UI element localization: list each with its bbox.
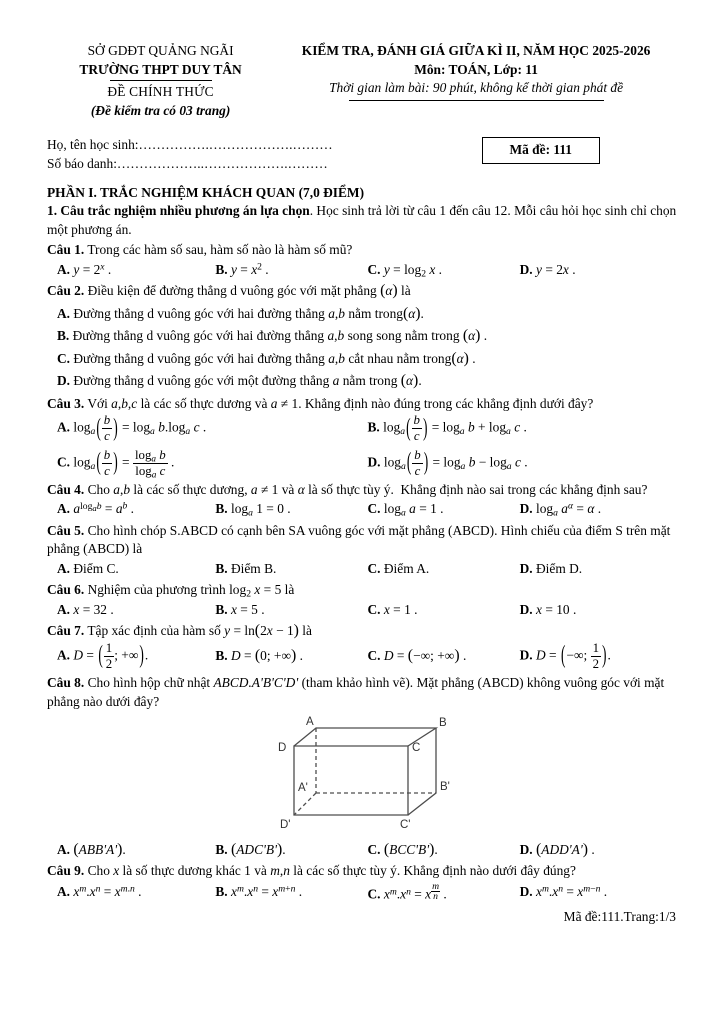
option-4-C: C. $\log_a a = 1$ . [367,501,444,519]
section-intro [47,202,678,239]
option-4-A: A. $a^{log_ab} = a^b$ . [57,500,135,517]
option-4-B: B. $\log_a 1 = 0$ . [215,501,291,519]
option-6-B: B. x = 5 . [215,601,265,617]
question-4-text: Câu 4. Cho a,b là các số thực dương, a ≠ 1 và α là số thực tùy ý. Khẳng định nào sai trong các khẳng định sau? [47,481,648,497]
question-6-options [47,601,678,620]
question-5 [47,522,678,579]
figure-label-B: B [438,717,447,730]
separator-line [110,80,212,81]
question-6-text: Câu 6. Nghiệm của phương trình $\log_2 x = 5$ là [47,582,295,600]
option-6-A: A. x = 32 . [57,601,114,617]
figure-label-D: D [277,742,286,755]
separator-line [349,100,604,101]
question-5-options [47,560,678,579]
question-2-options [47,305,678,391]
page-footer: Mã đề:111.Trang:1/3 [563,908,676,924]
exam-type: ĐỀ CHÍNH THỨC [107,84,214,99]
header-right-block [274,42,678,120]
question-9 [47,862,678,904]
question-9-options [47,882,678,904]
option-7-C: C. D = (−∞; +∞) . [367,647,467,665]
option-3-A: A. $\log_a$( $\frac{b}{c}$ ) = $\log_a b.\log_a$ c . [57,412,207,444]
department-name: SỞ GDĐT QUẢNG NGÃI [87,43,234,58]
option-2-A: A. Đường thẳng d vuông góc với hai đường thẳng a,b nằm trong(α). [57,304,424,322]
option-1-C: C. $y = \log_2 x$ . [367,261,443,280]
question-8 [47,674,678,859]
option-5-B: B. Điểm B. [215,560,277,576]
option-3-B: B. $\log_a$( $\frac{b}{c}$ ) = $\log_a b + \log_a c$ . [367,412,527,444]
option-9-B: B. $x^m.x^n = x^{m+n}$ . [215,884,303,900]
question-7-text: Câu 7. Tập xác định của hàm số y = ln(2x − 1) là [47,622,312,640]
option-5-D: D. Điểm D. [519,560,583,576]
student-info-block [47,135,678,174]
figure-label-C: C [411,742,420,755]
option-7-D: D. D = (−∞; $\frac{1}{2}$ ). [519,640,611,671]
option-3-C: C. $\log_a$( $\frac{b}{c}$ ) = $\frac{\log_a b}{\log_a c}$ . [57,446,175,481]
option-8-D: D. (ADD'A') . [519,840,595,858]
option-1-A: A. $y = 2^x$ . [57,261,112,277]
cuboid-svg [249,714,477,834]
option-3-D: D. $\log_a$( $\frac{b}{c}$ ) = $\log_a b - \log_a c$ . [367,446,528,478]
question-1-options [47,261,678,280]
option-7-A: A. D = ( $\frac{1}{2}$ ; +∞). [57,640,149,671]
exam-title: KIỂM TRA, ĐÁNH GIÁ GIỮA KÌ II, NĂM HỌC 2025-2026 [301,43,651,58]
questions-list [47,241,678,903]
section-intro-rest: . Học sinh trả lời từ câu 1 đến câu 12. Mỗi câu hỏi học sinh chỉ chọn một phương án. [47,203,677,237]
question-2 [47,282,678,391]
exam-header [47,42,678,120]
exam-code-box: Mã đề: 111 [482,137,601,164]
figure-label-D-prime: D' [279,819,291,832]
question-2-text: Câu 2. Điều kiện để đường thẳng d vuông góc với mặt phẳng (α) là [47,282,411,300]
subject-line: Môn: TOÁN, Lớp: 11 [414,61,538,77]
option-9-D: D. $x^m.x^n = x^{m-n}$ . [519,884,608,900]
figure-label-C-prime: C' [399,819,411,832]
option-4-D: D. $\log_a a^\alpha = \alpha$ . [519,500,602,519]
question-3-options [47,412,678,481]
figure-label-A-prime: A' [297,782,308,795]
option-7-B: B. D = (0; +∞) . [215,647,304,665]
question-1-text: Câu 1. Trong các hàm số sau, hàm số nào là hàm số mũ? [47,242,353,258]
section-title: PHẦN I. TRẮC NGHIỆM KHÁCH QUAN (7,0 ĐIỂM) [47,184,365,200]
option-6-D: D. x = 10 . [519,601,577,617]
option-9-A: A. $x^m.x^n = x^{m.n}$ . [57,884,142,900]
cuboid-figure [47,714,678,840]
option-2-C: C. Đường thẳng d vuông góc với hai đường thẳng a,b cắt nhau nằm trong(α) . [57,349,476,367]
option-1-D: D. y = 2x . [519,261,576,277]
question-3 [47,395,678,481]
question-1 [47,241,678,279]
question-7-options [47,642,678,671]
option-8-B: B. (ADC'B'). [215,840,286,858]
question-6 [47,581,678,619]
question-3-text: Câu 3. Với a,b,c là các số thực dương và a ≠ 1. Khẳng định nào đúng trong các khẳng định dưới đây? [47,395,594,411]
cuboid-front-face [294,746,408,815]
option-9-C: C. $x^m.x^n = x$ $^{\frac{m}{n}}$ . [367,880,447,903]
option-6-C: C. x = 1 . [367,601,418,617]
student-name-line: Họ, tên học sinh:…………….……………….……… [47,137,333,152]
school-name: TRƯỜNG THPT DUY TÂN [79,61,242,77]
question-4-options [47,500,678,519]
question-5-text: Câu 5. Cho hình chóp S.ABCD có cạnh bên SA vuông góc với mặt phẳng (ABCD). Hình chiếu của điểm S trên mặt phẳng (ABCD) là [47,522,671,557]
page-count-note: (Đề kiểm tra có 03 trang) [90,102,231,118]
option-5-A: A. Điểm C. [57,560,119,576]
duration-line: Thời gian làm bài: 90 phút, không kể thời gian phát đề [329,80,624,95]
option-8-A: A. (ABB'A'). [57,840,126,858]
option-1-B: B. $y = x^2$ . [215,261,269,277]
section-intro-bold: 1. Câu trắc nghiệm nhiều phương án lựa chọn [47,203,310,219]
option-2-B: B. Đường thẳng d vuông góc với hai đường thẳng a,b song song nằm trong (α) . [57,327,488,345]
question-9-text: Câu 9. Cho x là số thực dương khác 1 và m,n là các số thực tùy ý. Khẳng định nào dưới đây đúng? [47,863,576,879]
option-5-C: C. Điểm A. [367,560,430,576]
question-8-text: Câu 8. Cho hình hộp chữ nhật ABCD.A'B'C'D' (tham khảo hình vẽ). Mặt phẳng (ABCD) không vuông góc với mặt phẳng nào dưới đây? [47,675,665,709]
student-id-line: Số báo danh:………………..……………….……… [47,156,328,172]
header-left-block [47,42,274,120]
student-lines [47,135,333,174]
question-7 [47,622,678,671]
question-4 [47,481,678,519]
option-2-D: D. Đường thẳng d vuông góc với một đường thẳng a nằm trong (α). [57,372,422,390]
figure-label-A: A [305,716,314,729]
option-8-C: C. (BCC'B'). [367,840,438,858]
question-8-options [47,841,678,860]
figure-label-B-prime: B' [439,781,450,794]
